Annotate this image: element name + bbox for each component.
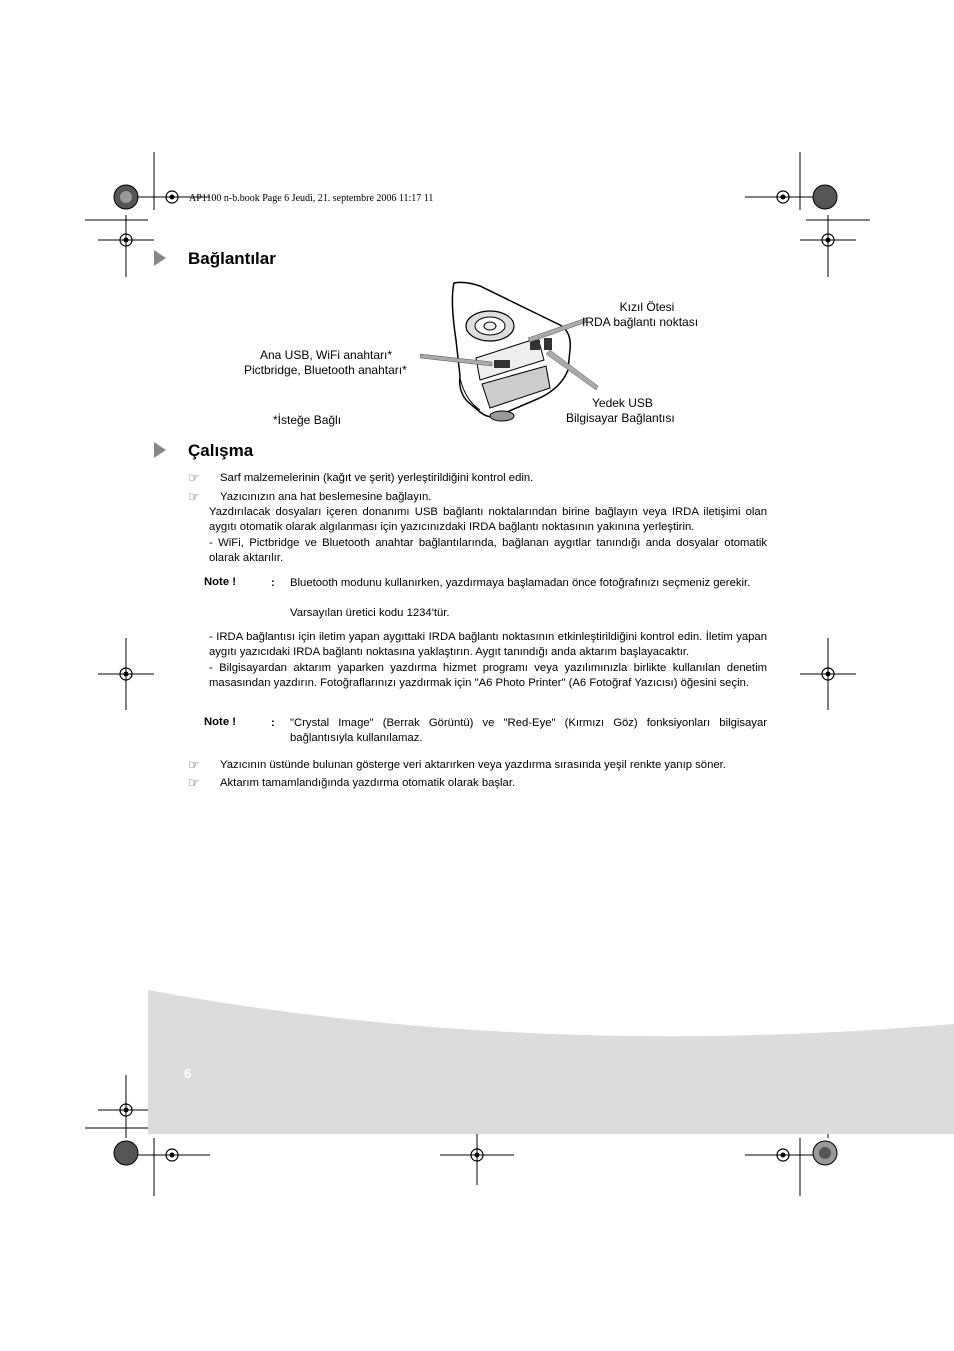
pointing-hand-icon: ☞ — [188, 470, 200, 485]
book-header-line: AP1100 n-b.book Page 6 Jeudi, 21. septembre 2006 11:17 11 — [189, 193, 434, 204]
note-colon: : — [271, 717, 275, 729]
note-colon: : — [271, 577, 275, 589]
pointing-hand-icon: ☞ — [188, 489, 200, 504]
label-backup-usb: Yedek USB — [592, 396, 653, 410]
pointing-hand-icon: ☞ — [188, 775, 200, 790]
section-arrow-icon — [154, 250, 166, 266]
pointing-hand-icon: ☞ — [188, 757, 200, 772]
label-infrared: Kızıl Ötesi — [619, 300, 675, 314]
paragraph-computer: - Bilgisayardan aktarım yaparken yazdırma hizmet programı veya yazılımınızla birlikte kullanılan denetim masasından yazdırın. Fotoğraflarınızı yazdırmak için "A6 Photo Printer" (A6 Fotoğraf Yazıcısı) öğesini seçin. — [209, 662, 767, 690]
bullet-power: Yazıcınızın ana hat beslemesine bağlayın. — [220, 491, 432, 503]
note-label: Note ! — [204, 716, 237, 728]
label-pictbridge: Pictbridge, Bluetooth anahtarı* — [244, 363, 407, 377]
bullet-indicator: Yazıcının üstünde bulunan gösterge veri aktarırken veya yazdırma sırasında yeşil renkte yanıp söner. — [220, 759, 726, 771]
note-crystal-image: "Crystal Image" (Berrak Görüntü) ve "Red-Eye" (Kırmızı Göz) fonksiyonları bilgisayar bağlantısıyla kullanılamaz. — [290, 717, 767, 745]
label-irda-port: IRDA bağlantı noktası — [582, 315, 699, 329]
paragraph-irda: - IRDA bağlantısı için iletim yapan aygıttaki IRDA bağlantı noktasının etkinleştirildiğini kontrol edin. İletim yapan aygıtı yazıcıdaki IRDA bağlantı noktasına yaklaştırın. Aygıt tanındığı anda aktarım başlayacaktır. — [209, 631, 767, 659]
bullet-auto-print: Aktarım tamamlandığında yazdırma otomatik olarak başlar. — [220, 777, 516, 789]
section-title-connections: Bağlantılar — [188, 249, 276, 268]
section-title-operation: Çalışma — [188, 441, 254, 460]
paragraph-usb-irda: Yazdırılacak dosyaları içeren donanımı USB bağlantı noktalarından birine bağlayın veya IRDA iletişimi olan aygıtı otomatik olarak algılanması için yazıcınızdaki IRDA bağlantı noktasının yakınına yerleştirin. — [209, 506, 767, 534]
label-main-usb: Ana USB, WiFi anahtarı* — [260, 348, 393, 362]
label-computer-connection: Bilgisayar Bağlantısı — [566, 411, 675, 425]
section-arrow-icon — [154, 442, 166, 458]
paragraph-wifi: - WiFi, Pictbridge ve Bluetooth anahtar bağlantılarında, bağlanan aygıtlar tanındığı anda dosyalar otomatik olarak aktarılır. — [209, 537, 767, 565]
label-optional: *İsteğe Bağlı — [273, 413, 342, 427]
bullet-consumables: Sarf malzemelerinin (kağıt ve şerit) yerleştirildiğini kontrol edin. — [220, 472, 534, 484]
note-default-code: Varsayılan üretici kodu 1234'tür. — [290, 607, 450, 619]
note-label: Note ! — [204, 576, 237, 588]
page-number: 6 — [184, 1066, 192, 1081]
note-bluetooth: Bluetooth modunu kullanırken, yazdırmaya başlamadan önce fotoğrafınızı seçmeniz gerekir. — [290, 577, 751, 589]
footer-band — [148, 990, 954, 1134]
